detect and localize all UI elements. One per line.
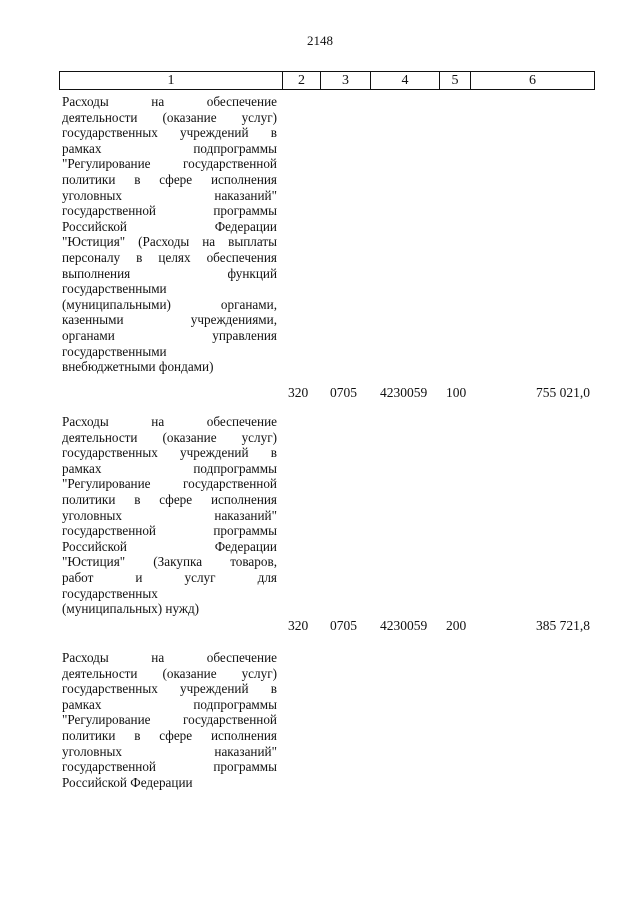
- description-line: деятельности (оказание услуг): [62, 109, 277, 125]
- description-line: персоналу в целях обеспечения: [62, 249, 277, 265]
- page-number: 2148: [307, 33, 333, 48]
- description-line: (муниципальными) органами,: [62, 296, 277, 312]
- description-line: Российской Федерации: [62, 538, 277, 554]
- description-line: рамках подпрограммы: [62, 460, 277, 476]
- ministry-code: 320: [288, 385, 309, 400]
- description-line: работ и услуг для: [62, 569, 277, 585]
- description-line: внебюджетными фондами): [62, 359, 214, 375]
- amount: 385 721,8: [536, 618, 590, 633]
- section-code: 0705: [330, 385, 357, 400]
- row-description: [62, 650, 277, 790]
- description-line: Расходы на обеспечение: [62, 650, 277, 665]
- description-line: рамках подпрограммы: [62, 696, 277, 712]
- expense-type-code: 100: [446, 385, 467, 400]
- column-header-table: [59, 71, 595, 90]
- description-line: государственными: [62, 343, 167, 359]
- description-line: органами управления: [62, 327, 277, 343]
- description-line: политики в сфере исполнения: [62, 491, 277, 507]
- ministry-code: 320: [288, 618, 309, 633]
- column-header-3: 3: [321, 72, 371, 90]
- description-line: казенными учреждениями,: [62, 312, 277, 328]
- column-header-5: 5: [440, 72, 471, 90]
- description-line: "Регулирование государственной: [62, 712, 277, 728]
- description-line: уголовных наказаний": [62, 743, 277, 759]
- description-line: (муниципальных) нужд): [62, 601, 200, 617]
- description-line: "Юстиция" (Расходы на выплаты: [62, 234, 277, 250]
- description-line: Расходы на обеспечение: [62, 94, 277, 109]
- description-line: деятельности (оказание услуг): [62, 429, 277, 445]
- description-line: уголовных наказаний": [62, 507, 277, 523]
- description-line: "Регулирование государственной: [62, 156, 277, 172]
- amount: 755 021,0: [536, 385, 590, 400]
- description-line: уголовных наказаний": [62, 187, 277, 203]
- description-line: Расходы на обеспечение: [62, 414, 277, 429]
- description-line: Российской Федерации: [62, 774, 193, 790]
- description-line: государственных учреждений в: [62, 125, 277, 141]
- section-code: 0705: [330, 618, 357, 633]
- description-line: выполнения функций: [62, 265, 277, 281]
- description-line: государственными: [62, 281, 167, 297]
- column-header-4: 4: [371, 72, 440, 90]
- description-line: государственных учреждений в: [62, 681, 277, 697]
- target-code: 4230059: [380, 385, 428, 400]
- column-header-6: 6: [471, 72, 595, 90]
- description-line: государственных учреждений в: [62, 445, 277, 461]
- description-line: государственной программы: [62, 759, 277, 775]
- description-line: государственной программы: [62, 203, 277, 219]
- column-header-1: 1: [60, 72, 283, 90]
- target-code: 4230059: [380, 618, 428, 633]
- description-line: государственных: [62, 585, 158, 601]
- description-line: "Регулирование государственной: [62, 476, 277, 492]
- description-line: политики в сфере исполнения: [62, 727, 277, 743]
- description-line: "Юстиция" (Закупка товаров,: [62, 554, 277, 570]
- description-line: государственной программы: [62, 523, 277, 539]
- description-line: Российской Федерации: [62, 218, 277, 234]
- column-header-row: [60, 72, 595, 90]
- description-line: рамках подпрограммы: [62, 140, 277, 156]
- description-line: политики в сфере исполнения: [62, 171, 277, 187]
- column-header-2: 2: [283, 72, 321, 90]
- expense-type-code: 200: [446, 618, 467, 633]
- row-description: [62, 414, 277, 617]
- row-description: [62, 94, 277, 375]
- description-line: деятельности (оказание услуг): [62, 665, 277, 681]
